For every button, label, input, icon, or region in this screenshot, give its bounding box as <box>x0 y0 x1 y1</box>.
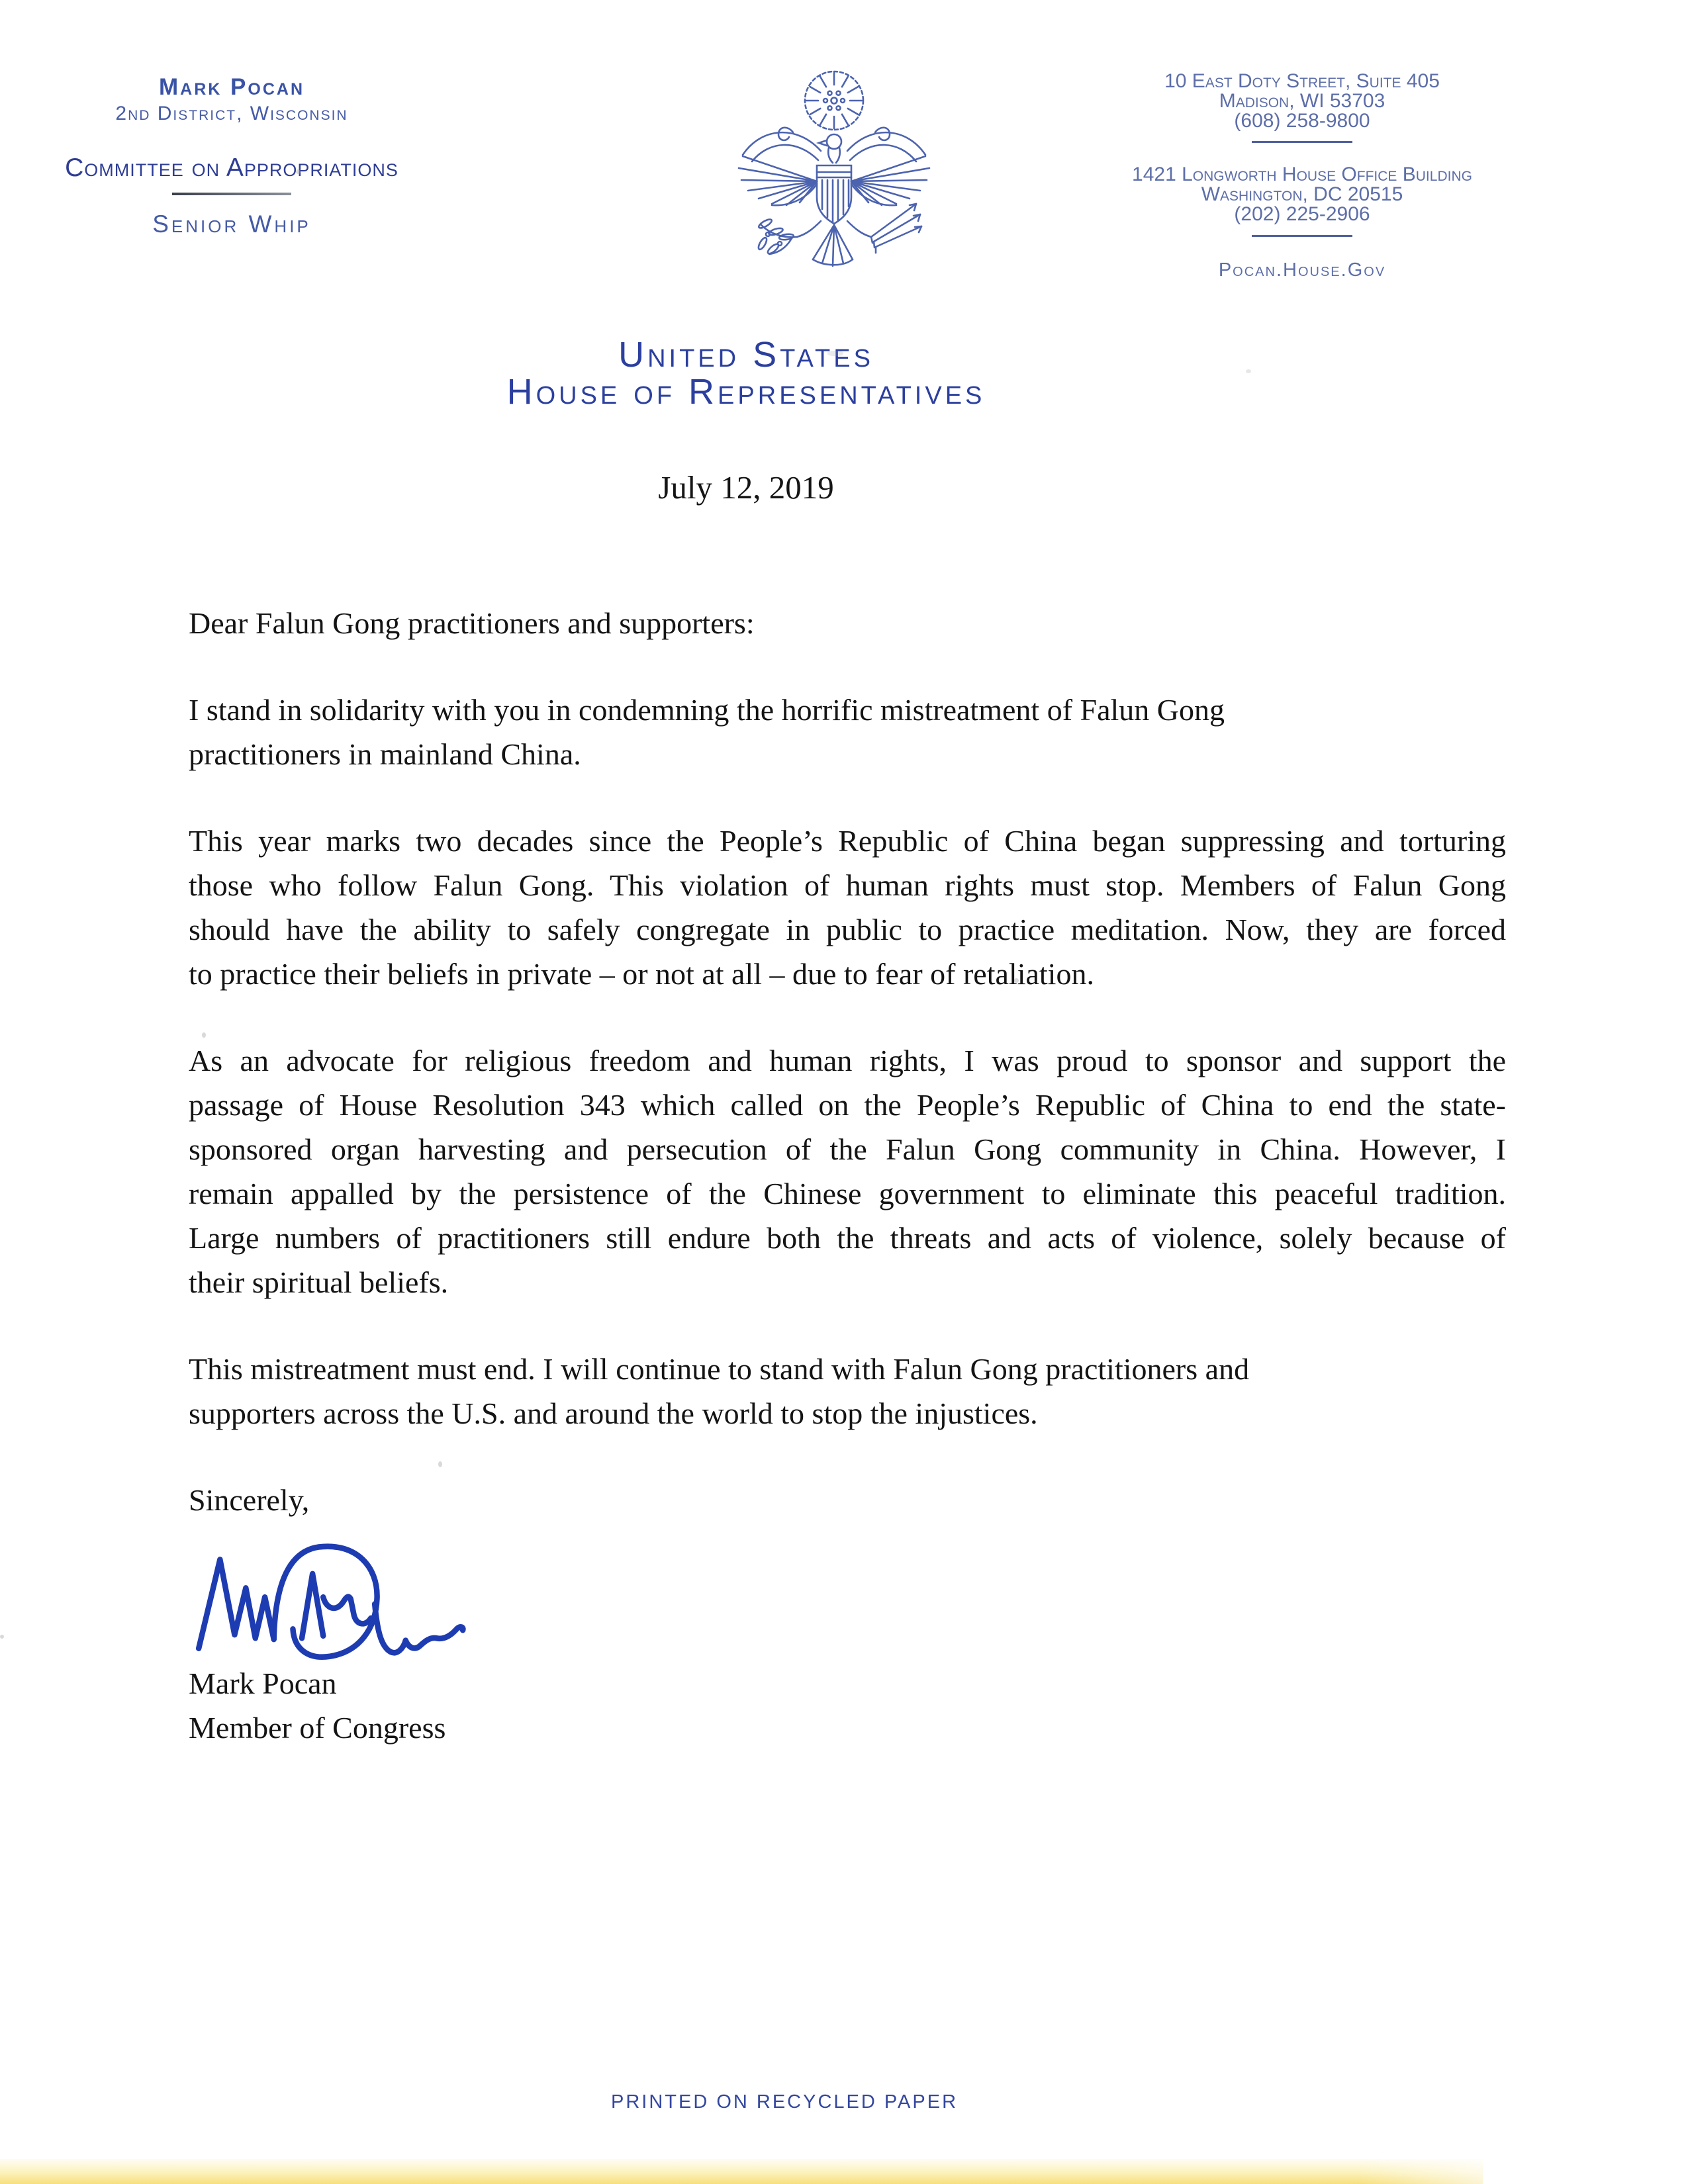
address-line: Washington, DC 20515 <box>1201 183 1403 205</box>
signer-name: Mark Pocan <box>189 1666 337 1700</box>
right-divider-2 <box>1252 235 1352 237</box>
recycled-paper-note: PRINTED ON RECYCLED PAPER <box>610 2091 959 2113</box>
signature-scribble <box>192 1537 478 1668</box>
body-line: should have the ability to safely congregate in public to practice meditation. Now, they are forced <box>189 913 1506 946</box>
signer-title: Member of Congress <box>189 1711 446 1745</box>
address-line: Madison, WI 53703 <box>1219 90 1385 112</box>
body-line: practitioners in mainland China. <box>189 737 581 771</box>
right-divider-1 <box>1252 141 1352 143</box>
body-line: Large numbers of practitioners still endure both the threats and acts of violence, solely because of <box>189 1221 1506 1255</box>
body-line: those who follow Falun Gong. This violation of human rights must stop. Members of Falun Gong <box>189 868 1506 902</box>
body-line: to practice their beliefs in private – or not at all – due to fear of retaliation. <box>189 957 1094 991</box>
body-line: As an advocate for religious freedom and human rights, I was proud to sponsor and support the <box>189 1044 1506 1077</box>
scan-yellow-band-fade <box>1357 2159 1635 2184</box>
scan-speck <box>438 1461 442 1467</box>
left-divider <box>172 193 291 195</box>
title-line-1: United States <box>618 335 874 375</box>
dc-office-address <box>1132 165 1472 224</box>
great-seal-icon <box>728 68 940 274</box>
title-line-2: House of Representatives <box>506 372 986 412</box>
salutation: Dear Falun Gong practitioners and supporters: <box>189 606 755 640</box>
address-line: 1421 Longworth House Office Building <box>1132 163 1472 185</box>
member-district: 2nd District, Wisconsin <box>115 103 348 124</box>
phone-line: (202) 225-2906 <box>1234 203 1370 225</box>
scan-speck <box>296 169 301 174</box>
paragraph-4 <box>189 1347 1506 1435</box>
body-line: This year marks two decades since the People’s Republic of China began suppressing and torturing <box>189 824 1506 858</box>
body-line: remain appalled by the persistence of the Chinese government to eliminate this peaceful tradition. <box>189 1177 1506 1210</box>
body-line: I stand in solidarity with you in condemning the horrific mistreatment of Falun Gong <box>189 693 1225 727</box>
body-line: sponsored organ harvesting and persecution of the Falun Gong community in China. However, I <box>189 1132 1506 1166</box>
body-line: supporters across the U.S. and around the world to stop the injustices. <box>189 1396 1038 1430</box>
scan-speck <box>0 1635 4 1639</box>
closing: Sincerely, <box>189 1483 310 1517</box>
letter-title <box>507 336 986 410</box>
member-role: Senior Whip <box>152 210 311 238</box>
body-line: passage of House Resolution 343 which called on the People’s Republic of China to end the state- <box>189 1088 1506 1122</box>
scan-speck <box>1014 978 1019 983</box>
district-office-address <box>1164 71 1440 131</box>
committee-title: Committee on Appropriations <box>65 154 399 182</box>
address-line: 10 East Doty Street, Suite 405 <box>1164 70 1440 92</box>
body-line: This mistreatment must end. I will continue to stand with Falun Gong practitioners and <box>189 1352 1250 1386</box>
paragraph-1 <box>189 688 1506 776</box>
body-line: their spiritual beliefs. <box>189 1265 449 1299</box>
scan-speck <box>202 1032 206 1038</box>
website: Pocan.House.Gov <box>1218 259 1386 281</box>
phone-line: (608) 258-9800 <box>1234 110 1370 132</box>
paragraph-3 <box>189 1038 1506 1304</box>
paragraph-2 <box>189 819 1506 996</box>
scan-yellow-band <box>0 2159 1483 2184</box>
scan-speck <box>827 351 843 356</box>
member-name: Mark Pocan <box>159 74 305 100</box>
letter-date: July 12, 2019 <box>658 469 834 506</box>
scan-speck <box>1246 369 1251 373</box>
